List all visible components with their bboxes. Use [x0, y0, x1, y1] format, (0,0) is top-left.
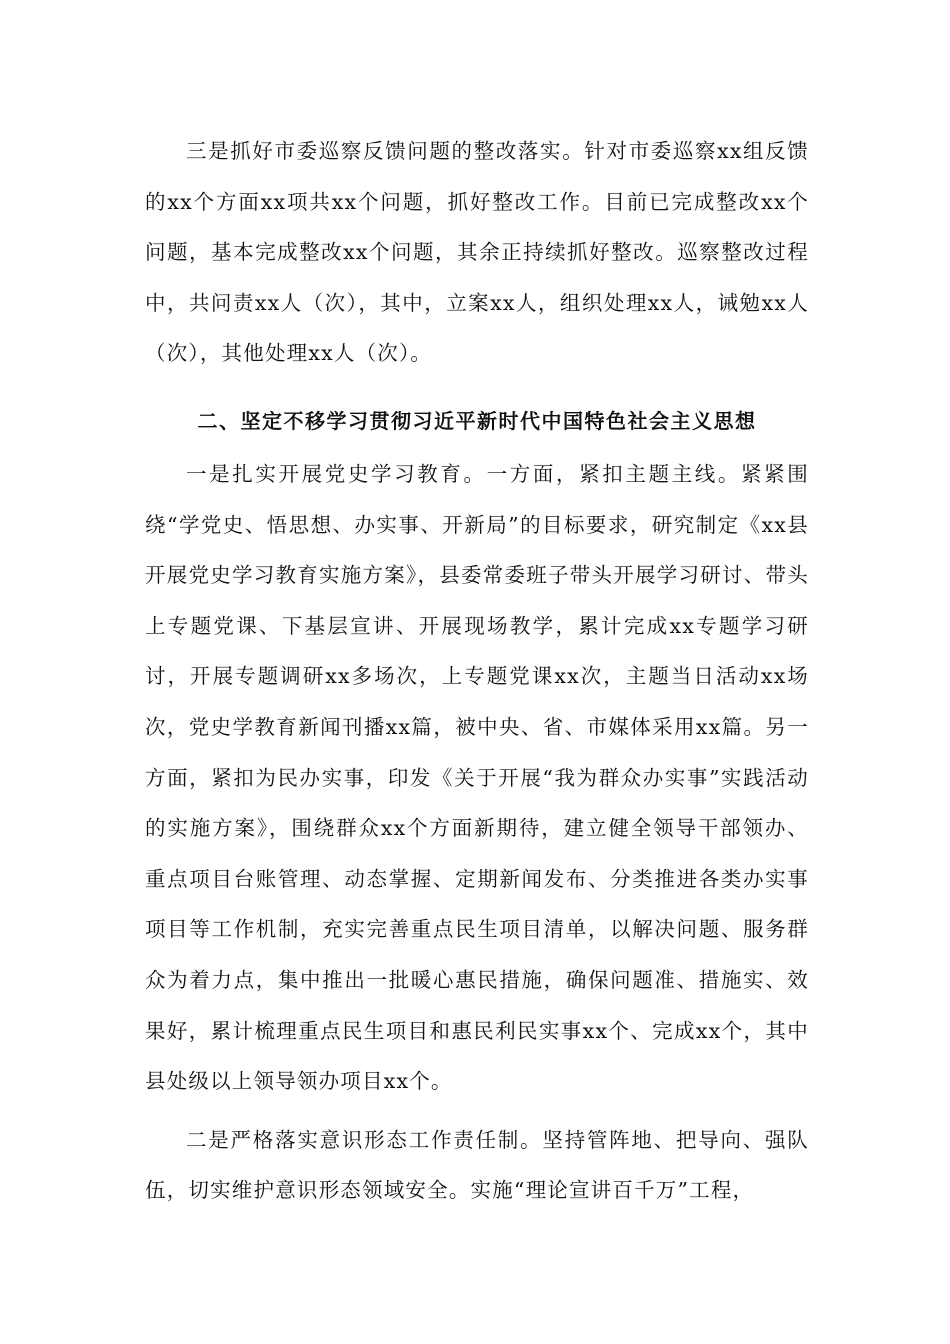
paragraph-spacer [145, 1107, 809, 1115]
paragraph-ideology-responsibility: 二是严格落实意识形态工作责任制。坚持管阵地、把导向、强队伍，切实维护意识形态领域安全。实施“理论宣讲百千万”工程， [145, 1127, 809, 1203]
paragraph-rectification: 三是抓好市委巡察反馈问题的整改落实。针对市委巡察xx组反馈的xx个方面xx项共xx个问题，抓好整改工作。目前已完成整改xx个问题，基本完成整改xx个问题，其余正持续抓好整改。巡察整改过程中，共问责xx人（次），其中，立案xx人，组织处理xx人，诫勉xx人（次），其他处理xx人（次）。 [145, 139, 809, 366]
document-body [145, 126, 809, 1216]
section-heading-2: 二、坚定不移学习贯彻习近平新时代中国特色社会主义思想 [197, 408, 757, 433]
paragraph-party-history-education: 一是扎实开展党史学习教育。一方面，紧扣主题主线。紧紧围绕“学党史、悟思想、办实事、开新局”的目标要求，研究制定《xx县开展党史学习教育实施方案》，县委常委班子带头开展学习研讨、带头上专题党课、下基层宣讲、开展现场教学，累计完成xx专题学习研讨，开展专题调研xx多场次，上专题党课xx次，主题当日活动xx场次，党史学教育新闻刊播xx篇，被中央、省、市媒体采用xx篇。另一方面，紧扣为民办实事，印发《关于开展“我为群众办实事”实践活动的实施方案》，围绕群众xx个方面新期待，建立健全领导干部领办、重点项目台账管理、动态掌握、定期新闻发布、分类推进各类办实事项目等工作机制，充实完善重点民生项目清单，以解决问题、服务群众为着力点，集中推出一批暖心惠民措施，确保问题准、措施实、效果好，累计梳理重点民生项目和惠民利民实事xx个、完成xx个，其中县处级以上领导领办项目xx个。 [145, 461, 809, 1094]
